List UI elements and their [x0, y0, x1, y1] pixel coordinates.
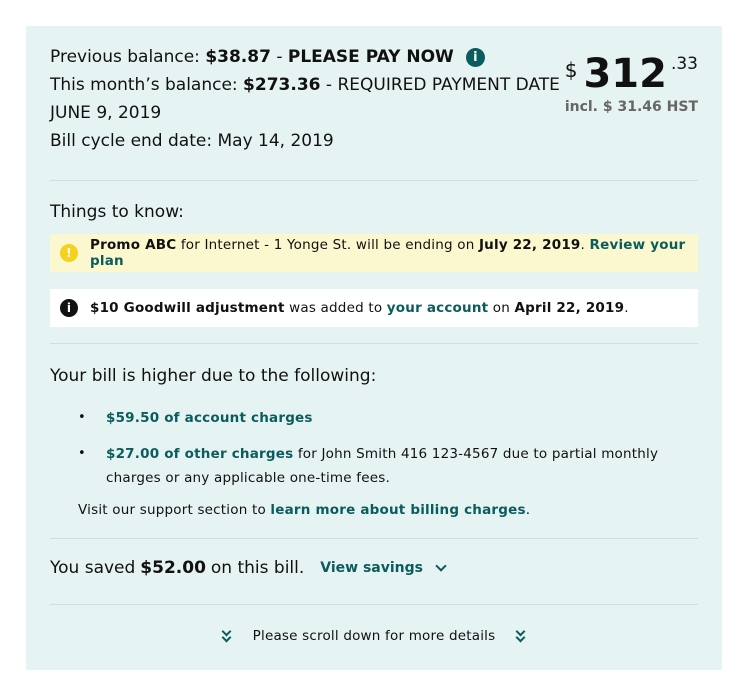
other-charges-text: for John Smith 416 123-4567 due to partial monthly charges or any applicable one-time fees. [106, 446, 659, 486]
required-payment-date: JUNE 9, 2019 [50, 103, 162, 123]
required-payment-label: REQUIRED PAYMENT DATE [337, 75, 560, 95]
view-savings-label: View savings [320, 560, 423, 576]
previous-balance-amount: $38.87 [205, 47, 271, 67]
support-line [78, 498, 698, 522]
info-icon[interactable]: i [466, 48, 485, 67]
promo-period: . [580, 237, 586, 253]
total-amount [565, 50, 698, 115]
scroll-hint-label: Please scroll down for more details [252, 628, 496, 644]
info-icon: i [60, 299, 78, 317]
please-pay-now: PLEASE PAY NOW [287, 47, 454, 67]
currency-symbol: $ [564, 58, 578, 82]
review-plan-link[interactable]: Review your plan [90, 237, 686, 269]
tax-note: incl. $ 31.46 HST [564, 99, 698, 115]
total-cents: .33 [670, 54, 698, 74]
promo-name: Promo ABC [90, 237, 177, 253]
billing-charges-link[interactable]: learn more about billing charges [270, 502, 526, 518]
other-charges-link[interactable]: $27.00 of other charges [106, 446, 294, 462]
balance-details [50, 43, 570, 155]
double-chevron-down-icon [515, 629, 527, 643]
previous-balance-line [50, 43, 570, 71]
support-text: Visit our support section to [78, 502, 271, 518]
this-month-balance-amount: $273.36 [243, 75, 321, 95]
divider [50, 343, 698, 344]
goodwill-text: was added to [284, 300, 387, 316]
view-savings-button[interactable] [320, 560, 445, 576]
promo-end-date: July 22, 2019 [478, 237, 581, 253]
list-item [78, 442, 698, 490]
bill-summary-panel [26, 26, 722, 670]
separator: - [276, 47, 283, 67]
goodwill-date: April 22, 2019 [514, 300, 625, 316]
this-month-balance-label: This month’s balance: [50, 75, 238, 95]
warning-icon: ! [60, 244, 78, 262]
total-amount-row [565, 50, 698, 98]
goodwill-period: . [624, 300, 629, 316]
support-period: . [525, 502, 531, 518]
bill-cycle-label: Bill cycle end date: [50, 131, 213, 151]
bill-cycle-line [50, 127, 570, 155]
things-to-know-title: Things to know: [50, 202, 184, 222]
list-item [78, 406, 698, 430]
higher-bill-title: Your bill is higher due to the following: [50, 366, 377, 386]
this-month-balance-line [50, 71, 570, 99]
double-chevron-down-icon [221, 629, 233, 643]
divider [50, 538, 698, 539]
goodwill-name: $10 Goodwill adjustment [90, 300, 285, 316]
savings-prefix: You saved [50, 558, 136, 578]
total-dollars: 312 [583, 51, 667, 97]
promo-notice [50, 234, 698, 272]
promo-text: for Internet - 1 Yonge St. will be ending on [176, 237, 479, 253]
promo-notice-text [90, 237, 698, 269]
higher-bill-list [78, 406, 698, 522]
divider [50, 180, 698, 181]
goodwill-notice-text [90, 300, 629, 316]
your-account-link[interactable]: your account [386, 300, 489, 316]
scroll-hint[interactable] [50, 628, 698, 644]
previous-balance-label: Previous balance: [50, 47, 200, 67]
divider [50, 604, 698, 605]
account-charges-link[interactable]: $59.50 of account charges [106, 410, 313, 426]
savings-amount: $52.00 [140, 558, 206, 578]
savings-line [50, 558, 445, 578]
separator: - [325, 75, 333, 95]
bill-cycle-date: May 14, 2019 [217, 131, 334, 151]
goodwill-notice [50, 289, 698, 327]
chevron-down-icon [435, 560, 446, 571]
goodwill-on: on [488, 300, 515, 316]
savings-suffix: on this bill. [210, 558, 305, 578]
